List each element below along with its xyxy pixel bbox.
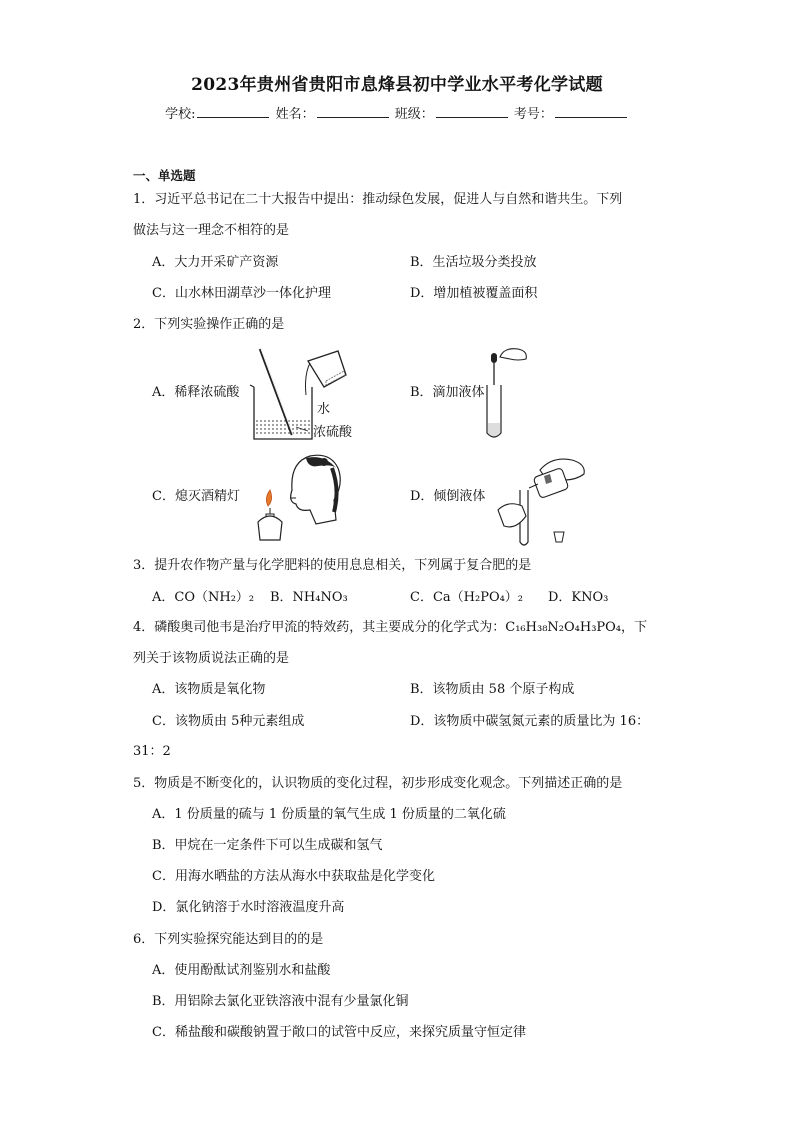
name-label: 姓名： <box>275 107 315 122</box>
q1-option-b[interactable]: B．生活垃圾分类投放 <box>410 255 537 270</box>
q4-option-c[interactable]: C．该物质由 5种元素组成 <box>152 714 305 729</box>
q5-option-a[interactable]: A．1 份质量的硫与 1 份质量的氧气生成 1 份质量的二氧化硫 <box>152 807 506 822</box>
q1-option-c[interactable]: C．山水林田湖草沙一体化护理 <box>152 286 331 301</box>
figure-pour-liquid <box>492 450 592 550</box>
q5-stem: 5．物质是不断变化的，认识物质的变化过程，初步形成变化观念。下列描述正确的是 <box>133 776 623 791</box>
page-title: 2023年贵州省贵阳市息烽县初中学业水平考化学试题 <box>191 75 603 95</box>
q2-option-c[interactable]: C．熄灭酒精灯 <box>152 489 240 504</box>
q1-stem-line2: 做法与这一理念不相符的是 <box>133 223 290 238</box>
q2-option-d[interactable]: D．倾倒液体 <box>410 489 486 504</box>
q3-option-d[interactable]: D．KNO₃ <box>548 590 609 605</box>
figure-dropper <box>482 343 532 443</box>
q2-stem: 2．下列实验操作正确的是 <box>133 317 285 332</box>
figure-a-water-label: 水 <box>317 402 331 417</box>
figure-a-acid-label: 浓硫酸 <box>313 425 353 440</box>
name-blank[interactable] <box>317 105 389 118</box>
q5-option-d[interactable]: D．氯化钠溶于水时溶液温度升高 <box>152 900 345 915</box>
q2-option-a[interactable]: A．稀释浓硫酸 <box>152 385 240 400</box>
q4-option-a[interactable]: A．该物质是氧化物 <box>152 682 266 697</box>
class-label: 班级： <box>394 107 434 122</box>
q4-stem-line2: 列关于该物质说法正确的是 <box>133 651 290 666</box>
section-heading: 一、单选题 <box>133 168 196 183</box>
q3-option-b[interactable]: B．NH₄NO₃ <box>270 590 348 605</box>
q5-option-c[interactable]: C．用海水晒盐的方法从海水中获取盐是化学变化 <box>152 869 435 884</box>
q6-option-b[interactable]: B．用铝除去氯化亚铁溶液中混有少量氯化铜 <box>152 994 409 1009</box>
q1-option-a[interactable]: A．大力开采矿产资源 <box>152 255 279 270</box>
q4-option-d[interactable]: D．该物质中碳氢氮元素的质量比为 16： <box>410 714 650 729</box>
id-blank[interactable] <box>555 105 627 118</box>
q1-option-d[interactable]: D．增加植被覆盖面积 <box>410 286 538 301</box>
student-info-line <box>0 103 794 122</box>
q4-option-d-continued: 31：2 <box>133 744 171 759</box>
q6-option-a[interactable]: A．使用酚酞试剂鉴别水和盐酸 <box>152 963 331 978</box>
q2-option-b[interactable]: B．滴加液体 <box>410 385 485 400</box>
school-label: 学校: <box>165 107 196 122</box>
school-blank[interactable] <box>197 105 269 118</box>
q5-option-b[interactable]: B．甲烷在一定条件下可以生成碳和氢气 <box>152 838 383 853</box>
id-label: 考号： <box>513 107 553 122</box>
q4-option-b[interactable]: B．该物质由 58 个原子构成 <box>410 682 575 697</box>
q3-option-a[interactable]: A．CO（NH₂）₂ <box>152 590 255 605</box>
figure-alcohol-lamp <box>246 450 356 550</box>
q3-option-c[interactable]: C．Ca（H₂PO₄）₂ <box>410 590 524 605</box>
q6-stem: 6．下列实验探究能达到目的的是 <box>133 932 324 947</box>
q3-stem: 3．提升农作物产量与化学肥料的使用息息相关，下列属于复合肥的是 <box>133 558 532 573</box>
q4-stem-line1: 4．磷酸奥司他韦是治疗甲流的特效药，其主要成分的化学式为：C₁₆H₃₈N₂O₄H₃PO₄，下 <box>133 620 648 635</box>
q6-option-c[interactable]: C．稀盐酸和碳酸钠置于敞口的试管中反应，来探究质量守恒定律 <box>152 1025 526 1040</box>
class-blank[interactable] <box>436 105 508 118</box>
q1-stem-line1: 1．习近平总书记在二十大报告中提出：推动绿色发展，促进人与自然和谐共生。下列 <box>133 192 623 207</box>
